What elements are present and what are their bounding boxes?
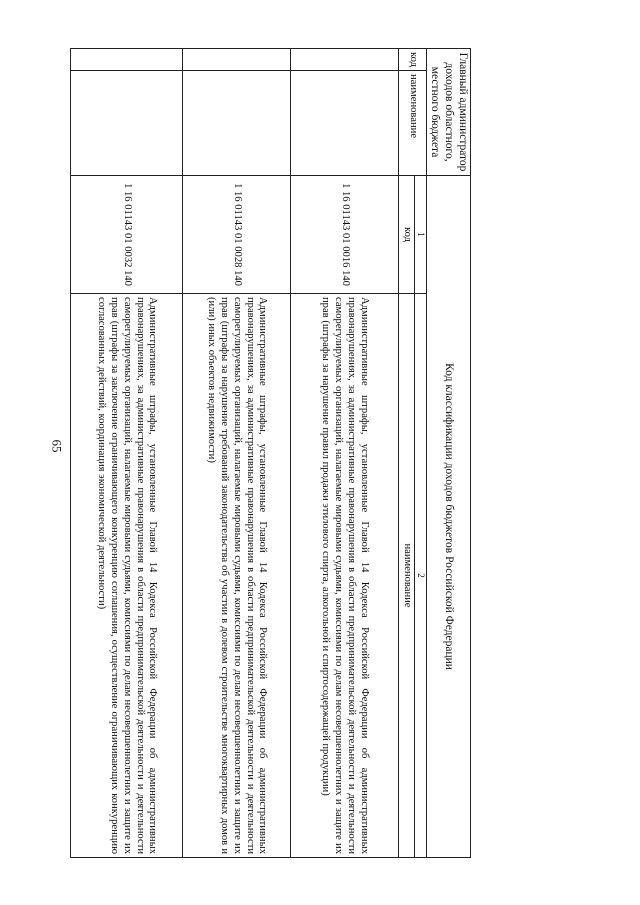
classification-group-header: Код классификации доходов бюджетов Российской Федерации [426,176,470,858]
income-name-cell: Административные штрафы, установленные Главой 14 Кодекса Российской Федерации об административных правонарушениях, за административные правонарушения в области предпринимательской деятельности и деятельности саморегулируемых организаций, налагаемые мировыми судьями, комиссиями по делам несовершеннолетних и защите их прав (штрафы за нарушение требований законодательства об участии в долевом строительстве многоквартирных домов и (или) иных объектов недвижимости) [182,294,290,858]
income-code-cell: 1 16 01143 01 0016 140 [290,176,398,294]
table-subheader-row [414,49,426,858]
admin-name-header: наименование [398,71,426,176]
admin-name-cell [290,71,398,176]
income-name-cell: Административные штрафы, установленные Главой 14 Кодекса Российской Федерации об административных правонарушениях, за административные правонарушения в области предпринимательской деятельности и деятельности саморегулируемых организаций, налагаемые мировыми судьями, комиссиями по делам несовершеннолетних и защите их прав (штрафы за заключение ограничивающего конкуренцию соглашения, осуществление ограничивающих конкуренцию согласованных действий, координация экономической деятельности) [70,294,182,858]
rotated-table-container [73,48,471,858]
admin-code-cell [182,49,290,71]
admin-code-header: код [398,49,426,71]
admin-code-cell [290,49,398,71]
table-row [290,49,398,858]
income-code-cell: 1 16 01143 01 0028 140 [182,176,290,294]
income-classification-table [70,48,471,858]
column-number-1: 1 [414,176,426,294]
table-row [182,49,290,858]
admin-name-cell [182,71,290,176]
admin-name-cell [70,71,182,176]
admin-group-header: Главный администратор доходов областного, местного бюджета [426,49,470,176]
page-number: 65 [49,439,65,453]
table-row [70,49,182,858]
code-header: код [398,176,414,294]
table-header-row [426,49,470,858]
income-code-cell: 1 16 01143 01 0032 140 [70,176,182,294]
name-header: наименование [398,294,414,858]
admin-code-cell [70,49,182,71]
income-name-cell: Административные штрафы, установленные Главой 14 Кодекса Российской Федерации об административных правонарушениях, за административные правонарушения в области предпринимательской деятельности и деятельности саморегулируемых организаций, налагаемые мировыми судьями, комиссиями по делам несовершеннолетних и защите их прав (штрафы за нарушение правил продажи этилового спирта, алкогольной и спиртосодержащей продукции) [290,294,398,858]
column-number-2: 2 [414,294,426,858]
